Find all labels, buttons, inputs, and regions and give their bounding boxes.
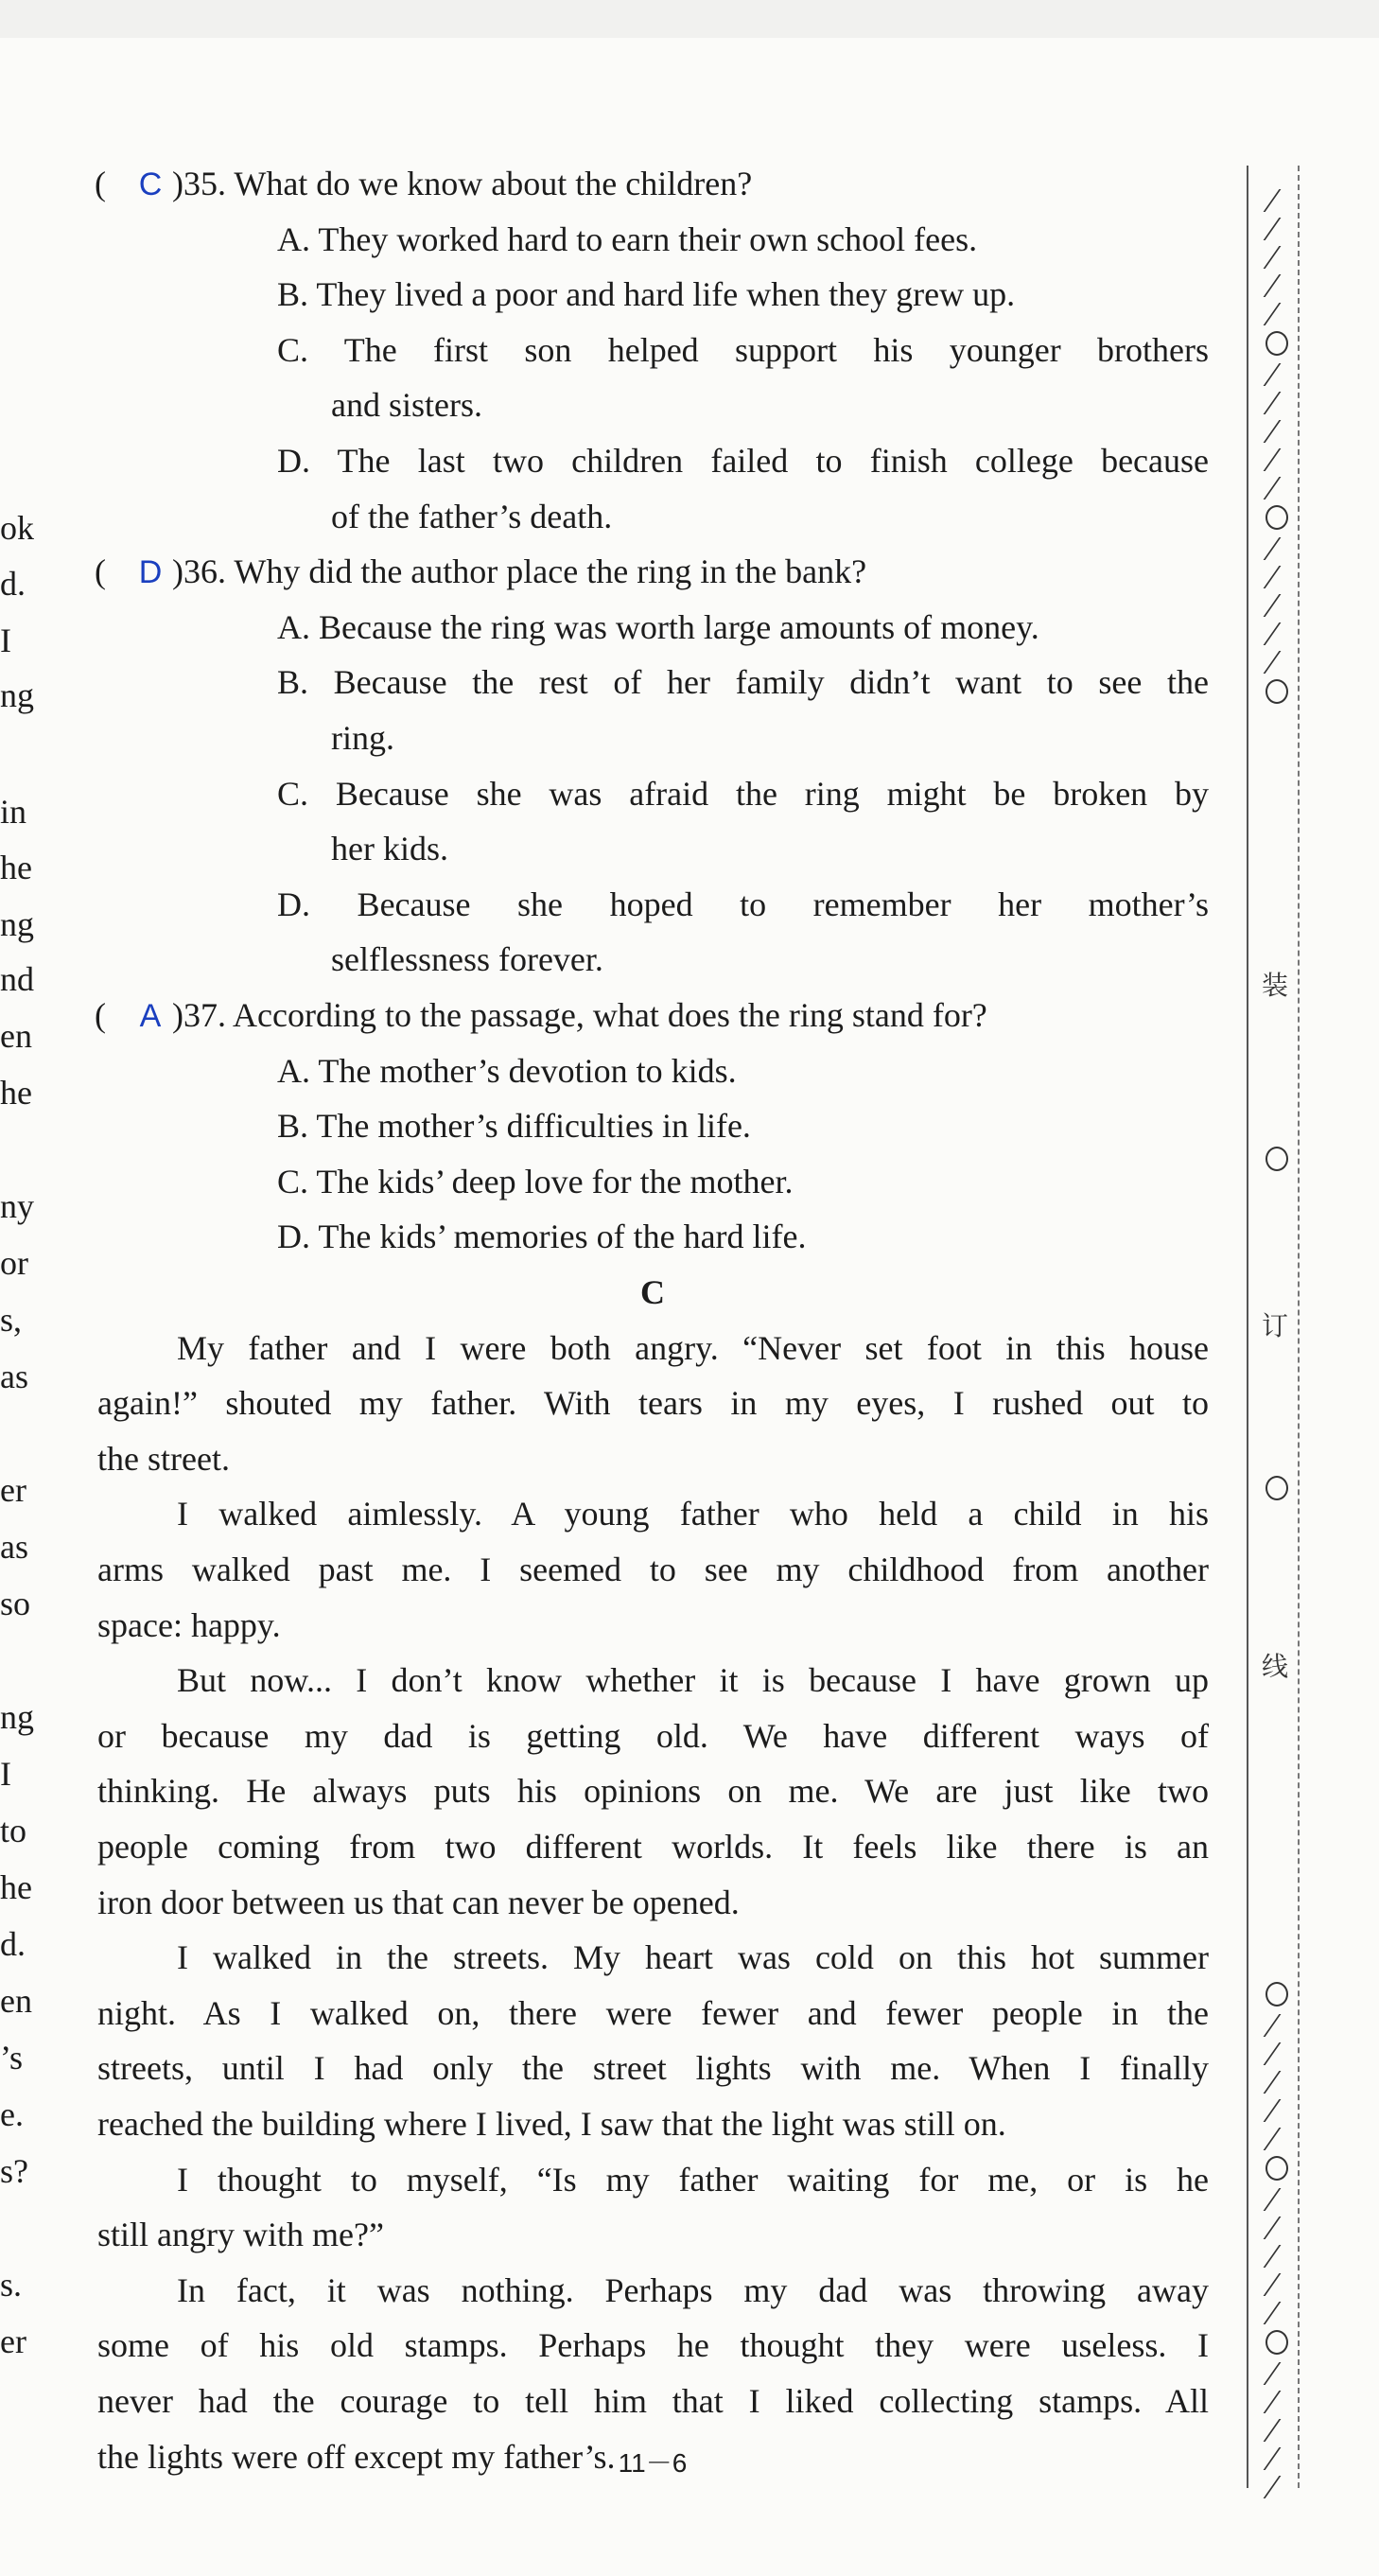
binding-circle xyxy=(1266,1147,1288,1171)
adjacent-page-fragment: ng xyxy=(0,905,34,943)
binding-char: 订 xyxy=(1261,1310,1288,1341)
page-number: 11－6 xyxy=(618,2448,688,2478)
question-stem xyxy=(95,994,987,1037)
binding-circle xyxy=(1266,2156,1288,2181)
adjacent-page-fragment: ok xyxy=(0,509,34,547)
answer-option: C. The first son helped support his younger brothers xyxy=(277,330,1209,369)
adjacent-page-fragment: ’s xyxy=(0,2039,24,2077)
binding-circle xyxy=(1266,679,1288,704)
binding-slash xyxy=(1264,2362,1289,2385)
binding-slash xyxy=(1264,246,1289,269)
answer-option: A. The mother’s devotion to kids. xyxy=(277,1051,737,1090)
binding-slash xyxy=(1264,537,1289,560)
passage-line: people coming from two different worlds. It feels like there is an xyxy=(97,1828,1209,1866)
question-text: Why did the author place the ring in the bank? xyxy=(226,552,867,591)
passage-line: some of his old stamps. Perhaps he thought they were useless. I xyxy=(97,2326,1209,2365)
binding-circle xyxy=(1266,331,1288,356)
adjacent-page-fragment: er xyxy=(0,1471,26,1509)
binding-slash xyxy=(1264,2014,1289,2037)
adjacent-page-fragment: nd xyxy=(0,960,34,998)
adjacent-page-fragment: er xyxy=(0,2322,26,2360)
question-stem xyxy=(95,551,866,593)
adjacent-page-fragment: as xyxy=(0,1358,28,1395)
adjacent-page-fragment: ng xyxy=(0,1698,34,1736)
answer-option: D. The last two children failed to finish college because xyxy=(277,442,1209,480)
passage-line: But now... I don’t know whether it is because I have grown up xyxy=(177,1661,1209,1700)
binding-char: 装 xyxy=(1261,970,1288,1001)
adjacent-page-fragment: he xyxy=(0,1868,32,1906)
answer-letter: A xyxy=(139,998,162,1034)
binding-dashed-line xyxy=(1298,166,1300,2488)
adjacent-page-fragment: s? xyxy=(0,2152,28,2190)
binding-slash xyxy=(1264,392,1289,414)
adjacent-page-fragment: or xyxy=(0,1244,28,1282)
passage-line: I walked in the streets. My heart was cold on this hot summer xyxy=(177,1938,1209,1977)
binding-slash xyxy=(1264,2188,1289,2211)
answer-option: of the father’s death. xyxy=(331,497,613,535)
binding-slash xyxy=(1264,477,1289,499)
adjacent-page-fragment: he xyxy=(0,1074,32,1112)
binding-slash xyxy=(1264,2217,1289,2239)
answer-option: A. They worked hard to earn their own school fees. xyxy=(277,219,978,258)
binding-slash xyxy=(1264,274,1289,297)
adjacent-page-fragment: to xyxy=(0,1812,27,1849)
passage-line: night. As I walked on, there were fewer and fewer people in the xyxy=(97,1993,1209,2032)
binding-slash xyxy=(1264,303,1289,325)
binding-slash xyxy=(1264,2419,1289,2442)
answer-option: D. The kids’ memories of the hard life. xyxy=(277,1218,807,1256)
answer-letter: C xyxy=(138,166,163,202)
passage-line: the street. xyxy=(97,1439,230,1478)
binding-slash xyxy=(1264,189,1289,212)
passage-line: iron door between us that can never be opened. xyxy=(97,1883,740,1921)
adjacent-page-fragment: d. xyxy=(0,1925,26,1963)
question-number: )36. xyxy=(172,552,226,591)
answer-option: B. The mother’s difficulties in life. xyxy=(277,1107,751,1146)
answer-bracket-open: ( xyxy=(95,165,106,202)
answer-letter: D xyxy=(138,554,163,591)
answer-option: A. Because the ring was worth large amounts of money. xyxy=(277,607,1039,646)
passage-line: the lights were off except my father’s. xyxy=(97,2437,616,2476)
adjacent-page-fragment: s, xyxy=(0,1301,23,1339)
answer-option: C. The kids’ deep love for the mother. xyxy=(277,1162,794,1200)
question-text: What do we know about the children? xyxy=(226,165,753,202)
binding-slash xyxy=(1264,2042,1289,2065)
question-number: )35. xyxy=(172,165,226,202)
adjacent-page-fragment: in xyxy=(0,793,27,831)
adjacent-page-fragment: he xyxy=(0,849,32,886)
passage-line: I thought to myself, “Is my father waiting for me, or is he xyxy=(177,2160,1209,2199)
binding-slash xyxy=(1264,651,1289,674)
binding-margin xyxy=(1239,166,1305,2488)
adjacent-page-fragment: I xyxy=(0,1755,11,1793)
binding-slash xyxy=(1264,2302,1289,2324)
answer-option: ring. xyxy=(331,719,394,757)
question-text: According to the passage, what does the ring stand for? xyxy=(226,996,987,1034)
passage-line: space: happy. xyxy=(97,1605,281,1644)
binding-slash xyxy=(1264,363,1289,386)
passage-line: still angry with me?” xyxy=(97,2216,384,2254)
binding-circle xyxy=(1266,1982,1288,2006)
binding-slash xyxy=(1264,2071,1289,2094)
adjacent-page-fragment: ng xyxy=(0,676,34,714)
answer-option: B. Because the rest of her family didn’t want to see the xyxy=(277,663,1209,702)
adjacent-page-fragment: e. xyxy=(0,2095,24,2133)
passage-line: My father and I were both angry. “Never set foot in this house xyxy=(177,1328,1209,1367)
answer-option: selflessness forever. xyxy=(331,940,603,979)
answer-bracket-open: ( xyxy=(95,552,106,591)
answer-bracket-open: ( xyxy=(95,996,106,1034)
binding-slash xyxy=(1264,420,1289,443)
adjacent-page-fragment: ny xyxy=(0,1187,34,1225)
binding-circle xyxy=(1266,505,1288,530)
answer-option: B. They lived a poor and hard life when they grew up. xyxy=(277,275,1016,314)
passage-line: again!” shouted my father. With tears in my eyes, I rushed out to xyxy=(97,1384,1209,1423)
adjacent-page-fragment: d. xyxy=(0,565,26,603)
binding-circle xyxy=(1266,1476,1288,1500)
binding-slash xyxy=(1264,2099,1289,2122)
binding-slash xyxy=(1264,2128,1289,2150)
binding-char: 线 xyxy=(1261,1651,1288,1682)
passage-line: I walked aimlessly. A young father who held a child in his xyxy=(177,1495,1209,1533)
passage-line: or because my dad is getting old. We have different ways of xyxy=(97,1716,1209,1755)
adjacent-page-fragment: as xyxy=(0,1528,28,1566)
binding-slash xyxy=(1264,594,1289,617)
passage-line: In fact, it was nothing. Perhaps my dad was throwing away xyxy=(177,2270,1209,2309)
adjacent-page-fragment: en xyxy=(0,1982,32,2020)
passage-line: never had the courage to tell him that I liked collecting stamps. All xyxy=(97,2382,1209,2420)
section-heading: C xyxy=(640,1273,665,1311)
answer-option: her kids. xyxy=(331,830,448,868)
binding-slash xyxy=(1264,2245,1289,2268)
passage-line: streets, until I had only the street lights with me. When I finally xyxy=(97,2049,1209,2088)
binding-slash xyxy=(1264,448,1289,471)
passage-line: reached the building where I lived, I saw that the light was still on. xyxy=(97,2105,1006,2143)
adjacent-page-fragment: so xyxy=(0,1585,31,1622)
binding-slash xyxy=(1264,566,1289,588)
binding-slash xyxy=(1264,2273,1289,2296)
binding-slash xyxy=(1264,2391,1289,2413)
adjacent-page-fragment: en xyxy=(0,1017,32,1055)
question-stem xyxy=(95,163,752,205)
binding-slash xyxy=(1264,218,1289,240)
passage-line: thinking. He always puts his opinions on me. We are just like two xyxy=(97,1772,1209,1811)
binding-circle xyxy=(1266,2330,1288,2355)
adjacent-page-fragment: s. xyxy=(0,2266,23,2304)
answer-option: and sisters. xyxy=(331,386,482,425)
answer-option: D. Because she hoped to remember her mother’s xyxy=(277,885,1209,923)
adjacent-page-fragment: I xyxy=(0,622,11,659)
answer-option: C. Because she was afraid the ring might be broken by xyxy=(277,774,1209,813)
passage-line: arms walked past me. I seemed to see my childhood from another xyxy=(97,1551,1209,1588)
binding-solid-line xyxy=(1247,166,1248,2488)
binding-slash xyxy=(1264,2447,1289,2470)
question-number: )37. xyxy=(172,996,226,1034)
binding-slash xyxy=(1264,622,1289,645)
